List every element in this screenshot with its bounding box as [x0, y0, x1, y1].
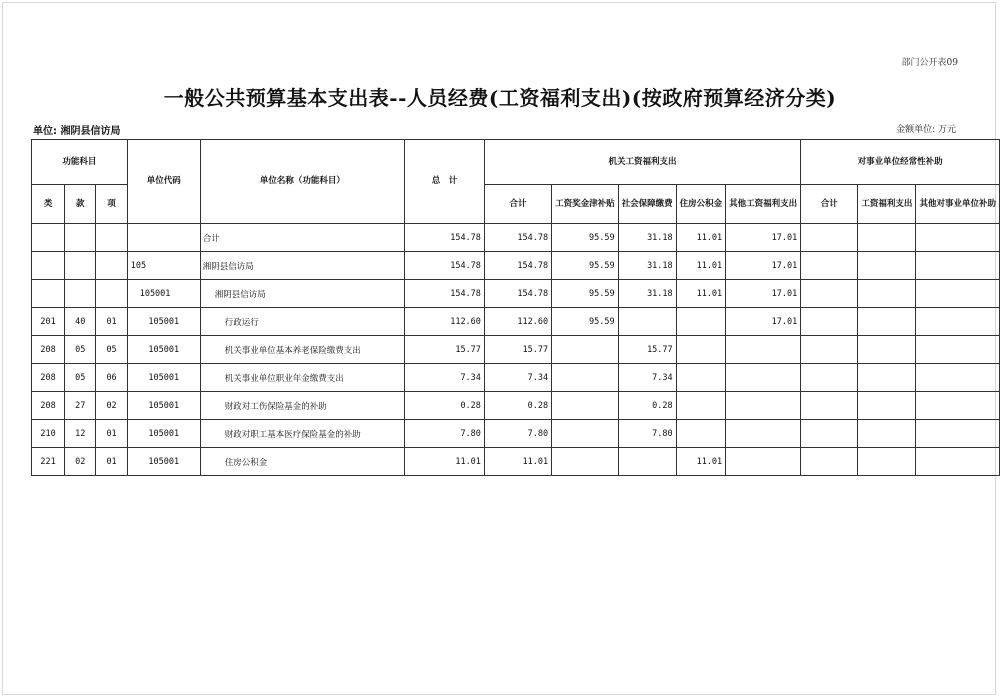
table-row [32, 224, 1000, 252]
cell-inst-welfare [858, 336, 916, 364]
cell-unit-name: 湘阴县信访局 [200, 252, 404, 280]
cell-inst-total [801, 420, 858, 448]
cell-inst-other [916, 308, 1000, 336]
cell-gov-total: 154.78 [484, 252, 551, 280]
cell-gov-housing [676, 420, 726, 448]
cell-xiang: 02 [96, 392, 127, 420]
cell-xiang: 01 [96, 420, 127, 448]
cell-gov-housing [676, 336, 726, 364]
cell-lei [32, 280, 65, 308]
cell-gov-other [726, 448, 801, 476]
header-lei: 类 [32, 185, 65, 224]
header-total: 总 计 [405, 140, 485, 224]
table-body [32, 224, 1000, 476]
table-row [32, 308, 1000, 336]
cell-kuan: 12 [65, 420, 96, 448]
cell-gov-salary [552, 448, 619, 476]
cell-unit-code: 105 [127, 252, 200, 280]
cell-inst-other [916, 336, 1000, 364]
cell-total: 112.60 [405, 308, 485, 336]
cell-gov-social [618, 448, 676, 476]
header-inst-total: 合计 [801, 185, 858, 224]
cell-gov-total: 7.34 [484, 364, 551, 392]
cell-inst-welfare [858, 308, 916, 336]
cell-lei [32, 252, 65, 280]
cell-inst-total [801, 448, 858, 476]
cell-total: 154.78 [405, 280, 485, 308]
cell-gov-salary [552, 420, 619, 448]
cell-gov-total: 11.01 [484, 448, 551, 476]
cell-inst-other [916, 420, 1000, 448]
unit-label: 单位: 湘阴县信访局 [33, 126, 121, 137]
cell-inst-total [801, 280, 858, 308]
cell-gov-salary: 95.59 [552, 224, 619, 252]
cell-unit-name: 机关事业单位基本养老保险缴费支出 [200, 336, 404, 364]
cell-gov-other: 17.01 [726, 280, 801, 308]
cell-gov-housing [676, 364, 726, 392]
cell-gov-total: 154.78 [484, 280, 551, 308]
cell-unit-code: 105001 [127, 364, 200, 392]
cell-total: 154.78 [405, 224, 485, 252]
cell-gov-salary [552, 364, 619, 392]
cell-xiang [96, 252, 127, 280]
cell-inst-other [916, 392, 1000, 420]
cell-inst-total [801, 308, 858, 336]
cell-gov-housing: 11.01 [676, 224, 726, 252]
cell-inst-welfare [858, 448, 916, 476]
cell-gov-other [726, 336, 801, 364]
cell-gov-other: 17.01 [726, 308, 801, 336]
cell-gov-salary: 95.59 [552, 308, 619, 336]
cell-inst-other [916, 224, 1000, 252]
cell-unit-code: 105001 [127, 280, 200, 308]
cell-inst-welfare [858, 392, 916, 420]
cell-unit-name: 住房公积金 [200, 448, 404, 476]
cell-unit-code: 105001 [127, 420, 200, 448]
cell-unit-code: 105001 [127, 392, 200, 420]
cell-inst-other [916, 364, 1000, 392]
table-row [32, 280, 1000, 308]
cell-gov-social: 0.28 [618, 392, 676, 420]
cell-gov-salary [552, 336, 619, 364]
cell-gov-housing: 11.01 [676, 280, 726, 308]
table-row [32, 392, 1000, 420]
cell-gov-total: 112.60 [484, 308, 551, 336]
cell-kuan: 27 [65, 392, 96, 420]
cell-xiang: 01 [96, 448, 127, 476]
cell-kuan: 05 [65, 364, 96, 392]
cell-inst-welfare [858, 224, 916, 252]
cell-kuan: 40 [65, 308, 96, 336]
table-row [32, 364, 1000, 392]
cell-gov-other [726, 364, 801, 392]
cell-gov-salary [552, 392, 619, 420]
cell-kuan: 02 [65, 448, 96, 476]
cell-lei: 210 [32, 420, 65, 448]
header-gov-total: 合计 [484, 185, 551, 224]
cell-lei: 208 [32, 392, 65, 420]
cell-gov-social: 15.77 [618, 336, 676, 364]
cell-lei: 201 [32, 308, 65, 336]
cell-unit-name: 财政对职工基本医疗保险基金的补助 [200, 420, 404, 448]
cell-inst-total [801, 224, 858, 252]
cell-unit-code: 105001 [127, 308, 200, 336]
amount-unit-label: 金额单位: 万元 [896, 125, 956, 135]
cell-lei: 208 [32, 336, 65, 364]
cell-gov-total: 15.77 [484, 336, 551, 364]
cell-inst-welfare [858, 280, 916, 308]
header-gov-salary: 工资奖金津补贴 [552, 185, 619, 224]
cell-gov-social [618, 308, 676, 336]
cell-gov-social: 7.34 [618, 364, 676, 392]
cell-lei: 208 [32, 364, 65, 392]
header-unit-code: 单位代码 [127, 140, 200, 224]
form-number: 部门公开表09 [901, 58, 958, 68]
cell-gov-housing: 11.01 [676, 252, 726, 280]
cell-inst-total [801, 336, 858, 364]
cell-total: 11.01 [405, 448, 485, 476]
cell-inst-total [801, 252, 858, 280]
cell-gov-other [726, 420, 801, 448]
cell-gov-social: 31.18 [618, 224, 676, 252]
table-row [32, 336, 1000, 364]
cell-gov-housing: 11.01 [676, 448, 726, 476]
cell-total: 7.80 [405, 420, 485, 448]
cell-total: 15.77 [405, 336, 485, 364]
cell-xiang: 01 [96, 308, 127, 336]
cell-gov-other: 17.01 [726, 252, 801, 280]
cell-xiang [96, 224, 127, 252]
budget-table [31, 139, 1000, 476]
cell-xiang: 06 [96, 364, 127, 392]
cell-gov-social: 31.18 [618, 252, 676, 280]
header-gov-group: 机关工资福利支出 [484, 140, 800, 185]
cell-xiang: 05 [96, 336, 127, 364]
cell-kuan [65, 224, 96, 252]
cell-unit-name: 合计 [200, 224, 404, 252]
cell-gov-salary: 95.59 [552, 252, 619, 280]
header-gov-other: 其他工资福利支出 [726, 185, 801, 224]
cell-unit-name: 行政运行 [200, 308, 404, 336]
cell-lei [32, 224, 65, 252]
cell-kuan [65, 280, 96, 308]
cell-gov-total: 0.28 [484, 392, 551, 420]
cell-gov-housing [676, 308, 726, 336]
cell-inst-welfare [858, 420, 916, 448]
cell-kuan [65, 252, 96, 280]
cell-inst-other [916, 448, 1000, 476]
cell-gov-housing [676, 392, 726, 420]
cell-kuan: 05 [65, 336, 96, 364]
header-func-subject: 功能科目 [32, 140, 128, 185]
header-inst-other: 其他对事业单位补助 [916, 185, 1000, 224]
cell-unit-name: 湘阴县信访局 [200, 280, 404, 308]
header-gov-social: 社会保障缴费 [618, 185, 676, 224]
cell-gov-other [726, 392, 801, 420]
cell-xiang [96, 280, 127, 308]
table-row [32, 252, 1000, 280]
cell-inst-welfare [858, 252, 916, 280]
cell-inst-other [916, 280, 1000, 308]
cell-unit-name: 机关事业单位职业年金缴费支出 [200, 364, 404, 392]
cell-inst-other [916, 252, 1000, 280]
cell-inst-total [801, 392, 858, 420]
cell-gov-salary: 95.59 [552, 280, 619, 308]
cell-total: 7.34 [405, 364, 485, 392]
cell-gov-total: 7.80 [484, 420, 551, 448]
table-row [32, 420, 1000, 448]
cell-gov-total: 154.78 [484, 224, 551, 252]
header-unit-name: 单位名称（功能科目） [200, 140, 404, 224]
cell-unit-code [127, 224, 200, 252]
header-inst-group: 对事业单位经常性补助 [801, 140, 1000, 185]
cell-unit-name: 财政对工伤保险基金的补助 [200, 392, 404, 420]
cell-lei: 221 [32, 448, 65, 476]
cell-inst-total [801, 364, 858, 392]
cell-unit-code: 105001 [127, 336, 200, 364]
header-inst-welfare: 工资福利支出 [858, 185, 916, 224]
table-row [32, 448, 1000, 476]
cell-unit-code: 105001 [127, 448, 200, 476]
header-gov-housing: 住房公积金 [676, 185, 726, 224]
cell-inst-welfare [858, 364, 916, 392]
cell-total: 154.78 [405, 252, 485, 280]
table-header [32, 140, 1000, 224]
cell-gov-other: 17.01 [726, 224, 801, 252]
cell-total: 0.28 [405, 392, 485, 420]
cell-gov-social: 31.18 [618, 280, 676, 308]
header-xiang: 项 [96, 185, 127, 224]
cell-gov-social: 7.80 [618, 420, 676, 448]
header-kuan: 款 [65, 185, 96, 224]
page-title: 一般公共预算基本支出表--人员经费(工资福利支出)(按政府预算经济分类) [163, 86, 837, 110]
